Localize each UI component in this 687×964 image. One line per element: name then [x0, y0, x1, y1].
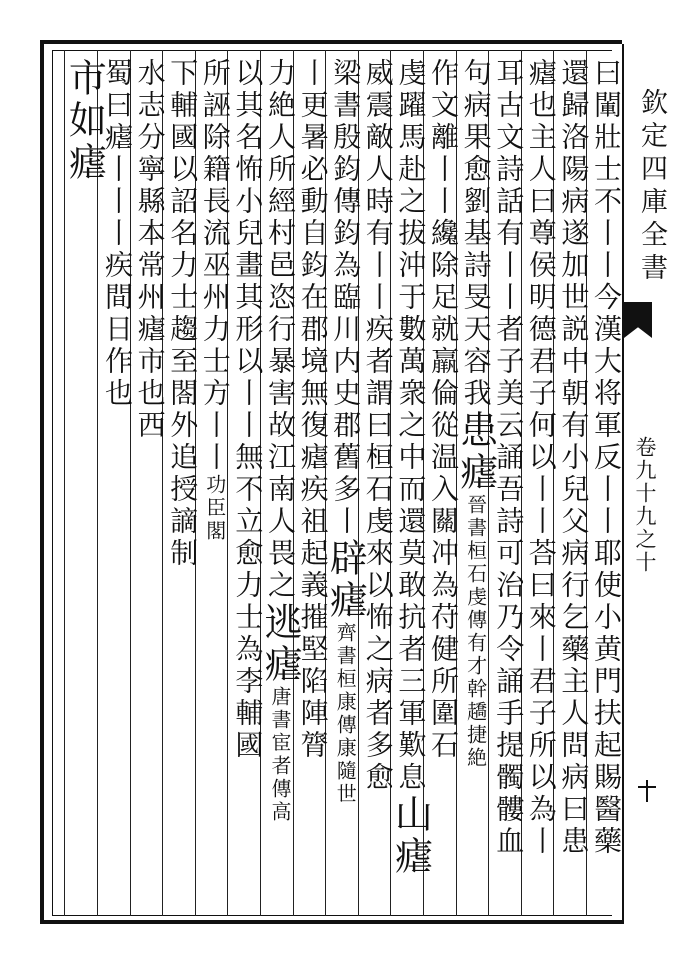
body-text: 下輔國以詔名力士趨至閤外追授謫制: [166, 58, 200, 570]
text-column: [258, 58, 302, 918]
body-text: 作文離丨丨纔除足就羸: [427, 58, 460, 378]
book-title: 欽定四庫全書: [636, 88, 667, 286]
annotation-text: 晉書桓石虔傳有才幹趫捷絶: [463, 494, 488, 770]
block-heart-margin: [622, 44, 668, 924]
text-column: [360, 58, 396, 918]
body-text: 曰閳壯士不丨丨今漢大将軍反丨丨耶使小黄門扶起賜醫藥: [590, 58, 623, 858]
text-column: [425, 58, 461, 918]
body-text: 丨更暑必動自鈞在郡境無復瘧疾: [296, 58, 330, 506]
body-text: 句病果愈劉基詩旻天容我: [459, 58, 493, 410]
headword: 辟瘧: [323, 538, 368, 622]
text-column: [388, 58, 433, 918]
headword: 患瘧: [453, 410, 498, 494]
text-column: [62, 58, 107, 918]
body-text: 還歸洛陽病遂加世説中朝有小兒父病行乞藥主人問病曰患: [557, 58, 591, 858]
text-column: [555, 58, 591, 918]
text-column: [295, 58, 331, 918]
text-column: [229, 58, 265, 918]
body-text: 所誣除籍長流巫州力士方丨丨: [198, 58, 232, 474]
volume-label: 卷九十九之十: [633, 436, 657, 574]
annotation-text: 齊書桓康傳康隨世: [333, 622, 358, 806]
body-text: 梁書殷鈞傳鈞為臨川内史郡舊多丨: [329, 58, 363, 538]
text-column: [99, 58, 135, 918]
annotation-text: 唐書宦者傳高: [268, 686, 292, 824]
body-text: 蜀曰瘧丨丨丨疾間日作也: [101, 58, 134, 410]
body-text: 以其名怖小兒畫其形以丨丨無不立愈: [231, 58, 265, 570]
body-text: 倫從温入關冲為苻健所圍石: [427, 378, 460, 762]
fishtail-mark-icon: [624, 302, 652, 338]
headword: 逃瘧: [258, 602, 302, 686]
body-text: 瘧也主人曰尊侯明德君子何以丨丨荅曰來丨君子所以為丨: [524, 58, 558, 858]
text-column: [197, 58, 233, 918]
headword: 山瘧: [388, 794, 433, 878]
text-column: [453, 58, 498, 918]
body-text: 耳古文詩話有丨丨者子美云誦吾詩可治乃令誦手提髑髏血: [492, 58, 526, 858]
body-text: 祖起義摧堅陷陣膂: [296, 506, 330, 762]
text-column: [323, 58, 368, 918]
text-column: [164, 58, 200, 918]
body-text: 力絶人所經村邑恣行暴害故江南人畏之: [264, 58, 297, 602]
body-text: 虔躍馬赴之拔沖于數萬衆之中而還莫敢抗者三軍歎息: [394, 58, 428, 794]
headword: 市如瘧: [62, 58, 107, 184]
text-column: [132, 58, 168, 918]
column-rule: [64, 50, 65, 916]
text-column: [523, 58, 559, 918]
body-text: 威震敵人時有丨丨疾者謂曰桓石虔來以怖之病者多愈: [361, 58, 395, 794]
text-column: [588, 58, 624, 918]
body-text: 水志分寧縣本常州瘧市也西: [133, 58, 167, 442]
page-number-mark-icon: [638, 786, 656, 806]
body-text: 力士為李輔國: [231, 570, 265, 762]
annotation-text: 功臣閣: [202, 474, 227, 543]
